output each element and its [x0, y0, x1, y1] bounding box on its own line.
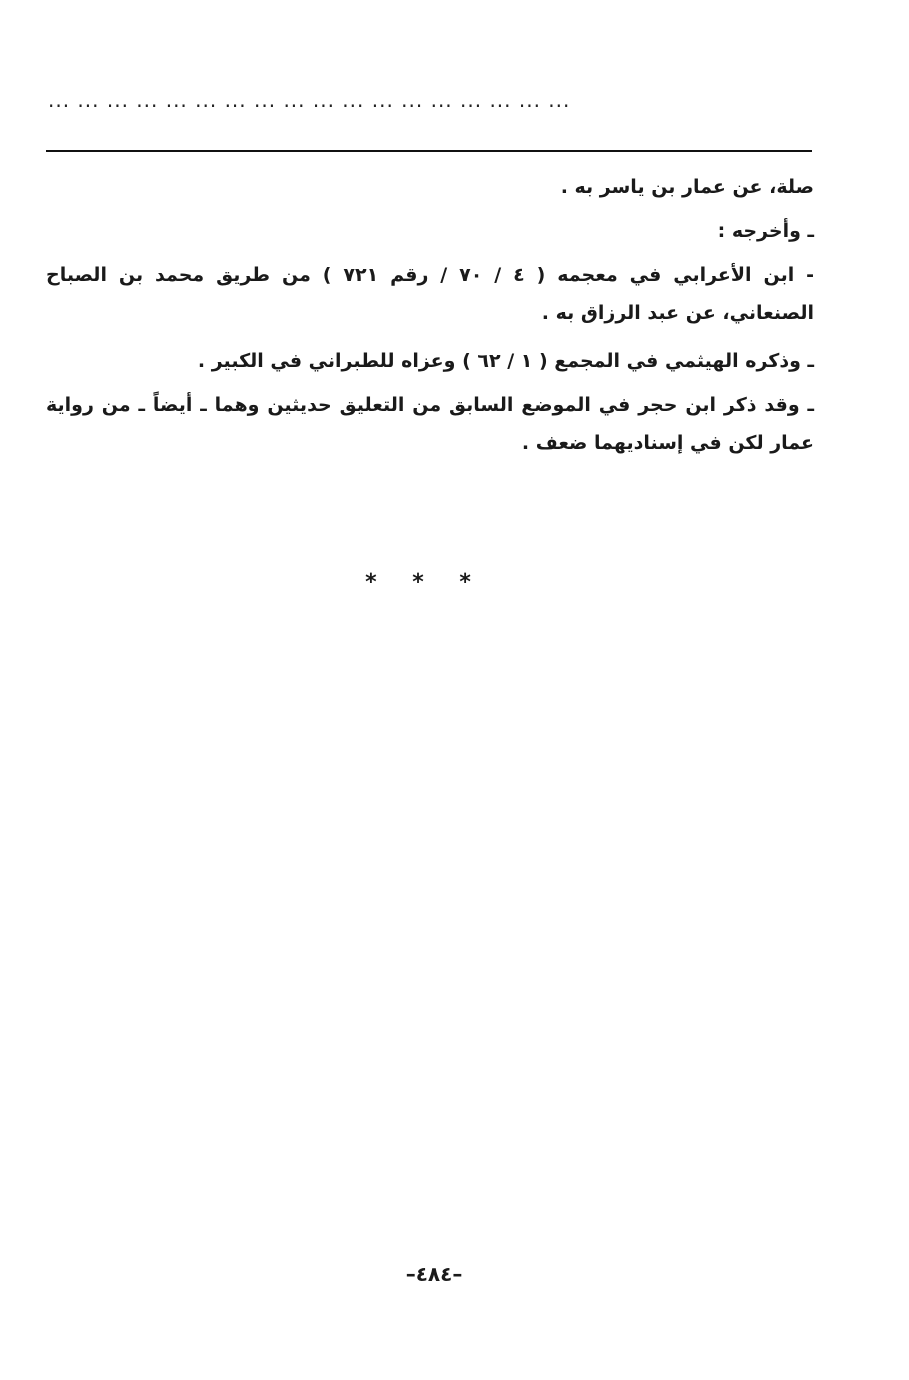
paragraph-4: ـ وذكره الهيثمي في المجمع ( ١ / ٦٢ ) وعزاه للطبراني في الكبير . — [197, 350, 814, 372]
footnote-body — [46, 168, 814, 472]
paragraph-3: - ابن الأعرابي في معجمه ( ٤ / ٧٠ / رقم ٧٢١ ) من طريق محمد بن الصباح الصنعاني، عن عبد الرزاق به . — [46, 264, 815, 324]
horizontal-rule — [46, 150, 812, 152]
section-separator: * * * — [365, 570, 485, 595]
paragraph-2: ـ وأخرجه : — [717, 220, 814, 242]
paragraph-1: صلة، عن عمار بن ياسر به . — [560, 176, 814, 198]
page-number: –٤٨٤– — [405, 1262, 463, 1286]
ellipsis-line: ... ... ... ... ... ... ... ... ... ... ... ... ... ... ... ... ... ... — [48, 88, 571, 112]
paragraph-5: ـ وقد ذكر ابن حجر في الموضع السابق من التعليق حديثين وهما ـ أيضاً ـ من رواية عمار لكن في إسناديهما ضعف . — [46, 394, 814, 454]
